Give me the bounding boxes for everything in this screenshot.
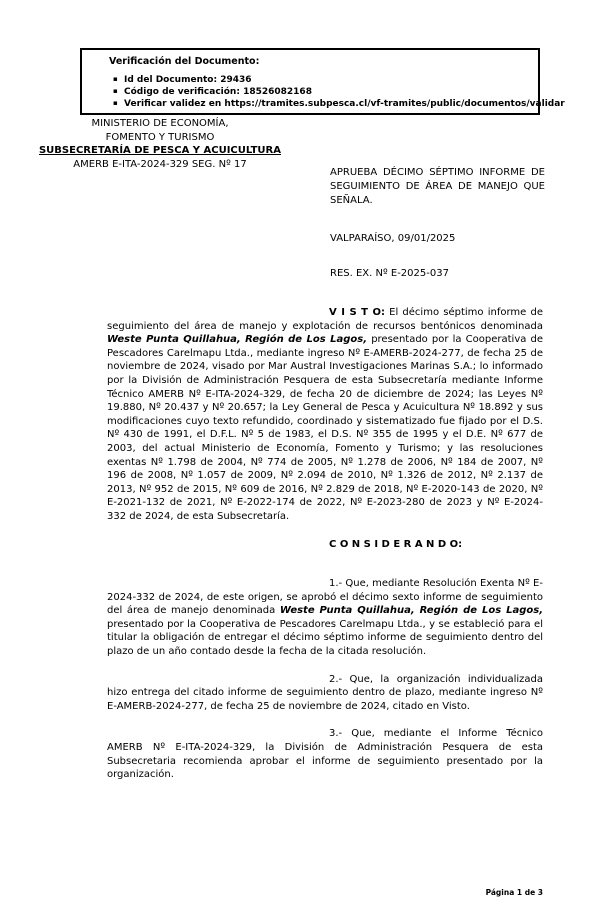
verification-item-text: Código de verificación: 18526082168 (124, 87, 312, 97)
considerando-paragraph-1 (107, 577, 543, 659)
verification-list (113, 74, 565, 110)
letterhead (28, 117, 292, 171)
verification-item-code (113, 86, 538, 98)
verification-title: Verificación del Documento: (109, 56, 260, 67)
text-segment: El décimo séptimo informe de seguimiento del área de manejo y explotación de recursos bentónicos denominada (107, 307, 543, 332)
verification-item-doc-id (113, 74, 538, 86)
ministry-line-1: MINISTERIO DE ECONOMÍA, (91, 118, 229, 129)
verification-item-url (113, 98, 565, 110)
considerando-paragraph-3: 3.- Que, mediante el Informe Técnico AMERB Nº E-ITA-2024-329, la División de Administración Pesquera de esta Subsecretaria recomienda aprobar el informe de seguimiento presentado por la organización. (107, 728, 543, 781)
considerando-heading: C O N S I D E R A N D O: (329, 538, 463, 550)
place-and-date: VALPARAÍSO, 09/01/2025 (330, 233, 456, 244)
management-area-name: Weste Punta Quillahua, Región de Los Lagos, (107, 334, 368, 346)
text-segment: presentado por la Cooperativa de Pescadores Carelmapu Ltda., y se estableció para el titular la obligación de entregar el décimo séptimo informe de seguimiento dentro del plazo de un año contado desde la fecha de la citada resolución. (107, 618, 543, 658)
resolution-subject: APRUEBA DÉCIMO SÉPTIMO INFORME DE SEGUIMIENTO DE ÁREA DE MANEJO QUE SEÑALA. (330, 167, 545, 206)
visto-paragraph (107, 306, 543, 524)
ministry-line-2: FOMENTO Y TURISMO (105, 131, 215, 143)
considerando-paragraph-2: 2.- Que, la organización individualizada hizo entrega del citado informe de seguimiento dentro de plazo, mediante ingreso Nº E-AMERB-2024-277, de fecha 25 de noviembre de 2024, citado en Visto. (107, 673, 543, 712)
text-segment: presentado por la Cooperativa de Pescadores Carelmapu Ltda., mediante ingreso Nº E-AMERB-2024-277, de fecha 25 de noviembre de 2024, visado por Mar Austral Investigaciones Marinas S.A.; lo informado por la División de Administración Pesquera de esta Subsecretaría mediante Informe Técnico AMERB Nº E-ITA-2024-329, de fecha 20 de diciembre de 2024; las Leyes Nº 19.880, Nº 20.437 y Nº 20.657; la Ley General de Pesca y Acuicultura Nº 18.892 y sus modificaciones cuyo texto refundido, coordinado y sistematizado fue fijado por el D.S. Nº 430 de 1991, el D.F.L. Nº 5 de 1983, el D.S. Nº 355 de 1995 y el D.E. Nº 677 de 2003, del actual Ministerio de Economía, Fomento y Turismo; y las resoluciones exentas Nº 1.798 de 2004, Nº 774 de 2005, Nº 1.278 de 2006, Nº 184 de 2007, Nº 196 de 2008, Nº 1.057 de 2009, Nº 2.094 de 2010, Nº 1.326 de 2012, Nº 2.137 de 2013, Nº 952 de 2015, Nº 609 de 2016, Nº 2.829 de 2018, Nº E-2020-143 de 2020, Nº E-2021-132 de 2021, Nº E-2022-174 de 2022, Nº E-2023-280 de 2023 y Nº E-2024-332 de 2024, de esta Subsecretaría. (107, 334, 544, 522)
page-number: Página 1 de 3 (485, 888, 543, 897)
verification-box (80, 48, 565, 115)
square-bullet-icon: ▪ (113, 87, 118, 95)
subsecretaria-line: SUBSECRETARÍA DE PESCA Y ACUICULTURA (38, 145, 281, 156)
verification-url-text: Verificar validez en https://tramites.subpesca.cl/vf-tramites/public/documentos/validar (124, 99, 565, 109)
text-segment: 1.- Que, mediante Resolución Exenta Nº E-2024-332 de 2024, de este origen, se aprobó el décimo sexto informe de seguimiento del área de manejo denominada (107, 578, 543, 617)
resolution-body (107, 306, 543, 796)
square-bullet-icon: ▪ (113, 75, 118, 83)
resolution-number: RES. EX. Nº E-2025-037 (330, 268, 449, 279)
square-bullet-icon: ▪ (113, 99, 118, 107)
visto-label: V I S T O: (329, 307, 385, 318)
verification-item-text: Id del Documento: 29436 (124, 75, 252, 85)
management-area-name: Weste Punta Quillahua, Región de Los Lagos, (279, 605, 543, 617)
amerb-reference-line: AMERB E-ITA-2024-329 SEG. Nº 17 (73, 158, 247, 170)
